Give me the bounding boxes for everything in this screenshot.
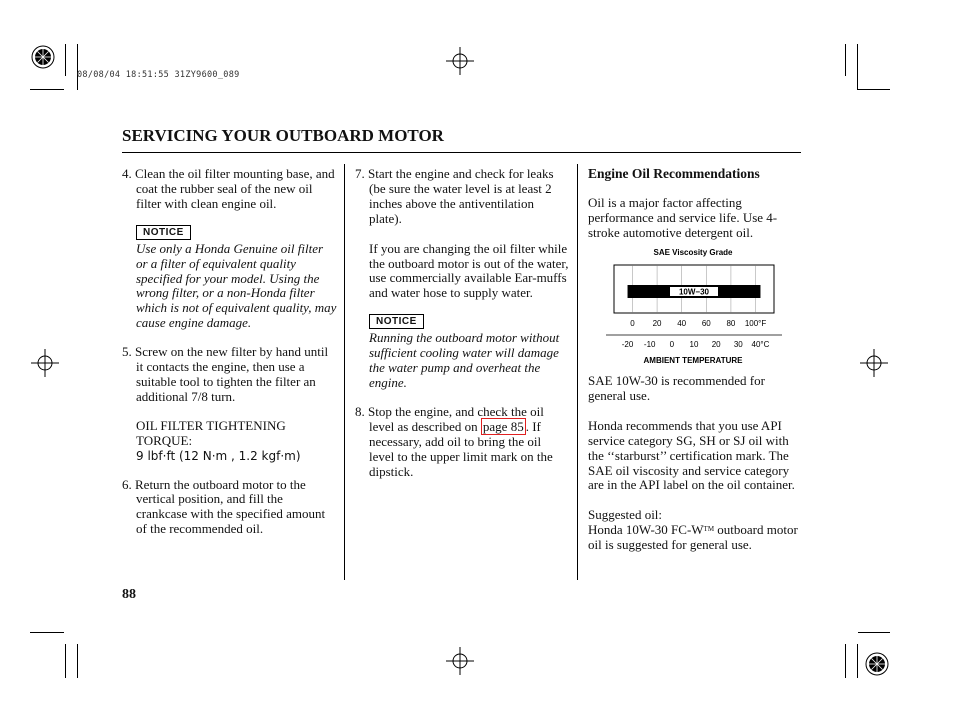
tick-label-c: 0 bbox=[669, 340, 675, 349]
viscosity-chart bbox=[596, 244, 790, 368]
step-number: 7. bbox=[355, 166, 365, 181]
step-5 bbox=[122, 345, 337, 405]
step-number: 8. bbox=[355, 403, 365, 419]
tick-label-f: 20 bbox=[652, 319, 662, 328]
step-8 bbox=[355, 405, 569, 480]
step-4 bbox=[122, 167, 337, 212]
crop-line bbox=[857, 644, 858, 678]
notice-label: NOTICE bbox=[369, 314, 424, 329]
crop-line bbox=[845, 644, 846, 678]
bar-label-10w30: 10W−30 bbox=[678, 287, 710, 297]
notice-block bbox=[122, 224, 337, 331]
tick-label-c: 30 bbox=[733, 340, 743, 349]
step-number: 6. bbox=[122, 476, 132, 492]
crop-line bbox=[858, 632, 890, 633]
step-text: Screw on the new filter by hand until it contacts the engine, then use a suitable tool to tighten the filter an additional 7/8 turn. bbox=[135, 344, 329, 404]
chart-title: SAE Viscosity Grade bbox=[653, 248, 733, 257]
tick-label-c: 10 bbox=[689, 340, 699, 349]
column-2 bbox=[355, 167, 569, 479]
suggested-oil-label: Suggested oil: bbox=[588, 507, 663, 523]
crop-line bbox=[77, 44, 78, 90]
step-7-note: If you are changing the oil filter while the outboard motor is out of the water, use commercially available Ear-muffs and water hose to supply water. bbox=[369, 240, 569, 301]
viscosity-chart-svg bbox=[596, 244, 790, 368]
suggested-oil-name: Honda 10W-30 FC-W bbox=[588, 522, 704, 538]
trademark: TM bbox=[703, 525, 715, 534]
step-7 bbox=[355, 167, 569, 227]
page-number: 88 bbox=[122, 587, 136, 602]
tick-label-c: -10 bbox=[643, 340, 656, 349]
tick-label-f: 0 bbox=[630, 319, 635, 328]
torque-value: 9 lbf·ft (12 N·m , 1.2 kgf·m) bbox=[136, 448, 301, 463]
crosshair-right bbox=[860, 349, 888, 382]
notice-text: Running the outboard motor without sufficient cooling water will damage the water pump and overheat the engine. bbox=[369, 330, 560, 390]
step-text: . If necessary, add oil to bring the oil level to the upper limit mark on the dipstick. bbox=[369, 418, 553, 479]
fahrenheit-ticks bbox=[630, 319, 766, 328]
page-title: SERVICING YOUR OUTBOARD MOTOR bbox=[122, 126, 444, 145]
step-number: 5. bbox=[122, 344, 132, 360]
oil-intro: Oil is a major factor affecting performance and service life. Use 4-stroke automotive detergent oil. bbox=[588, 194, 778, 240]
tick-label-c: 40°C bbox=[751, 340, 770, 349]
column-3 bbox=[588, 167, 804, 241]
crop-line bbox=[65, 44, 66, 76]
step-number: 4. bbox=[122, 166, 132, 181]
crosshair-bottom bbox=[446, 647, 474, 680]
api-text: Honda recommends that you use API service category SG, SH or SJ oil with the ‘‘starburst’’ certification mark. The SAE oil viscosity and service category are in the API label on the oil container. bbox=[588, 417, 795, 493]
notice-block bbox=[355, 313, 569, 391]
crop-line bbox=[845, 44, 846, 76]
step-text: Stop the engine, and check the oil level as described on bbox=[368, 403, 544, 434]
crosshair-left bbox=[31, 349, 59, 382]
step-6 bbox=[122, 478, 337, 538]
crop-line bbox=[77, 644, 78, 678]
step-text: Return the outboard motor to the vertical position, and fill the crankcase with the specified amount of the recommended oil. bbox=[135, 476, 326, 537]
tick-label-c: 20 bbox=[711, 340, 721, 349]
torque-label: OIL FILTER TIGHTENING TORQUE: bbox=[136, 417, 286, 448]
column-divider bbox=[344, 164, 345, 580]
header-rule bbox=[122, 152, 801, 153]
crop-line bbox=[30, 89, 64, 90]
suggested-oil-desc: outboard motor oil is suggested for general use. bbox=[588, 522, 798, 553]
notice-text: Use only a Honda Genuine oil filter or a filter of equivalent quality specified for your model. Using the wrong filter, or a non-Honda filter which is not of equivalent quality, may cause engine damage. bbox=[136, 240, 337, 331]
suggested-oil-text bbox=[588, 523, 806, 553]
registration-mark-bottom-right bbox=[864, 651, 890, 677]
column-divider bbox=[577, 164, 578, 580]
tick-label-f: 80 bbox=[726, 319, 736, 328]
page-85-link[interactable]: page 85 bbox=[482, 418, 524, 434]
step-text: Start the engine and check for leaks (be sure the water level is at least 2 inches above the antiventilation plate). bbox=[368, 166, 554, 226]
registration-mark-top-left bbox=[30, 44, 56, 70]
notice-label: NOTICE bbox=[136, 225, 191, 240]
tick-label-f: 100°F bbox=[744, 319, 767, 328]
tick-label-c: -20 bbox=[621, 340, 634, 349]
crop-line bbox=[65, 644, 66, 678]
crop-line bbox=[30, 632, 64, 633]
tick-label-f: 40 bbox=[677, 319, 687, 328]
column-1 bbox=[122, 167, 337, 537]
crop-line bbox=[857, 44, 858, 90]
recommendation-text: SAE 10W-30 is recommended for general use. bbox=[588, 373, 765, 403]
section-heading: Engine Oil Recommendations bbox=[588, 166, 760, 181]
tick-label-f: 60 bbox=[701, 319, 711, 328]
print-slug: 08/08/04 18:51:55 31ZY9600_089 bbox=[77, 70, 240, 80]
crop-line bbox=[858, 89, 890, 90]
celsius-ticks bbox=[622, 340, 770, 349]
crosshair-top bbox=[446, 47, 474, 80]
step-text: Clean the oil filter mounting base, and coat the rubber seal of the new oil filter with clean engine oil. bbox=[135, 166, 335, 211]
chart-xlabel: AMBIENT TEMPERATURE bbox=[643, 356, 743, 365]
column-3-lower bbox=[588, 374, 806, 553]
